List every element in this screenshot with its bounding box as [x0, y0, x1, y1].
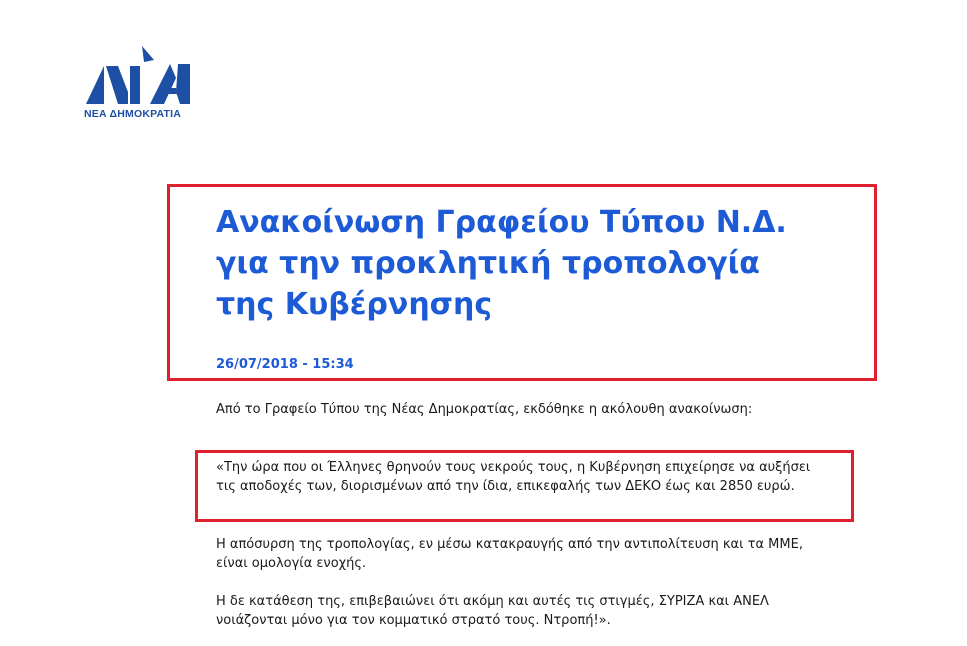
article-paragraph-intro: Από το Γραφείο Τύπου της Νέας Δημοκρατίας, εκδόθηκε η ακόλουθη ανακοίνωση:	[216, 402, 753, 417]
article-paragraph-withdrawal: Η απόσυρση της τροπολογίας, εν μέσω κατακραυγής από την αντιπολίτευση και τα ΜΜΕ, είναι ομολογία ενοχής.	[216, 537, 803, 571]
nd-logo-mark	[84, 44, 194, 106]
title-line-2: για την προκλητική τροπολογία	[216, 246, 760, 281]
nd-logo[interactable]	[84, 44, 194, 122]
article-paragraph-shame: Η δε κατάθεση της, επιβεβαιώνει ότι ακόμη και αυτές τις στιγμές, ΣΥΡΙΖΑ και ΑΝΕΛ νοιάζονται μόνο για τον κομματικό στρατό τους. Ντροπή!».	[216, 594, 769, 628]
title-line-3: της Κυβέρνησης	[216, 287, 493, 322]
article-paragraph-quote: «Την ώρα που οι Έλληνες θρηνούν τους νεκρούς τους, η Κυβέρνηση επιχείρησε να αυξήσει τις αποδοχές των, διορισμένων από την ίδια, επικεφαλής των ΔΕΚΟ έως και 2850 ευρώ.	[216, 460, 811, 494]
article-date: 26/07/2018 - 15:34	[216, 357, 354, 372]
highlight-box-title	[167, 184, 877, 381]
title-line-1: Ανακοίνωση Γραφείου Τύπου Ν.Δ.	[216, 205, 787, 240]
logo-caption: ΝΕΑ ΔΗΜΟΚΡΑΤΙΑ	[84, 108, 181, 120]
highlight-box-quote	[195, 450, 854, 522]
